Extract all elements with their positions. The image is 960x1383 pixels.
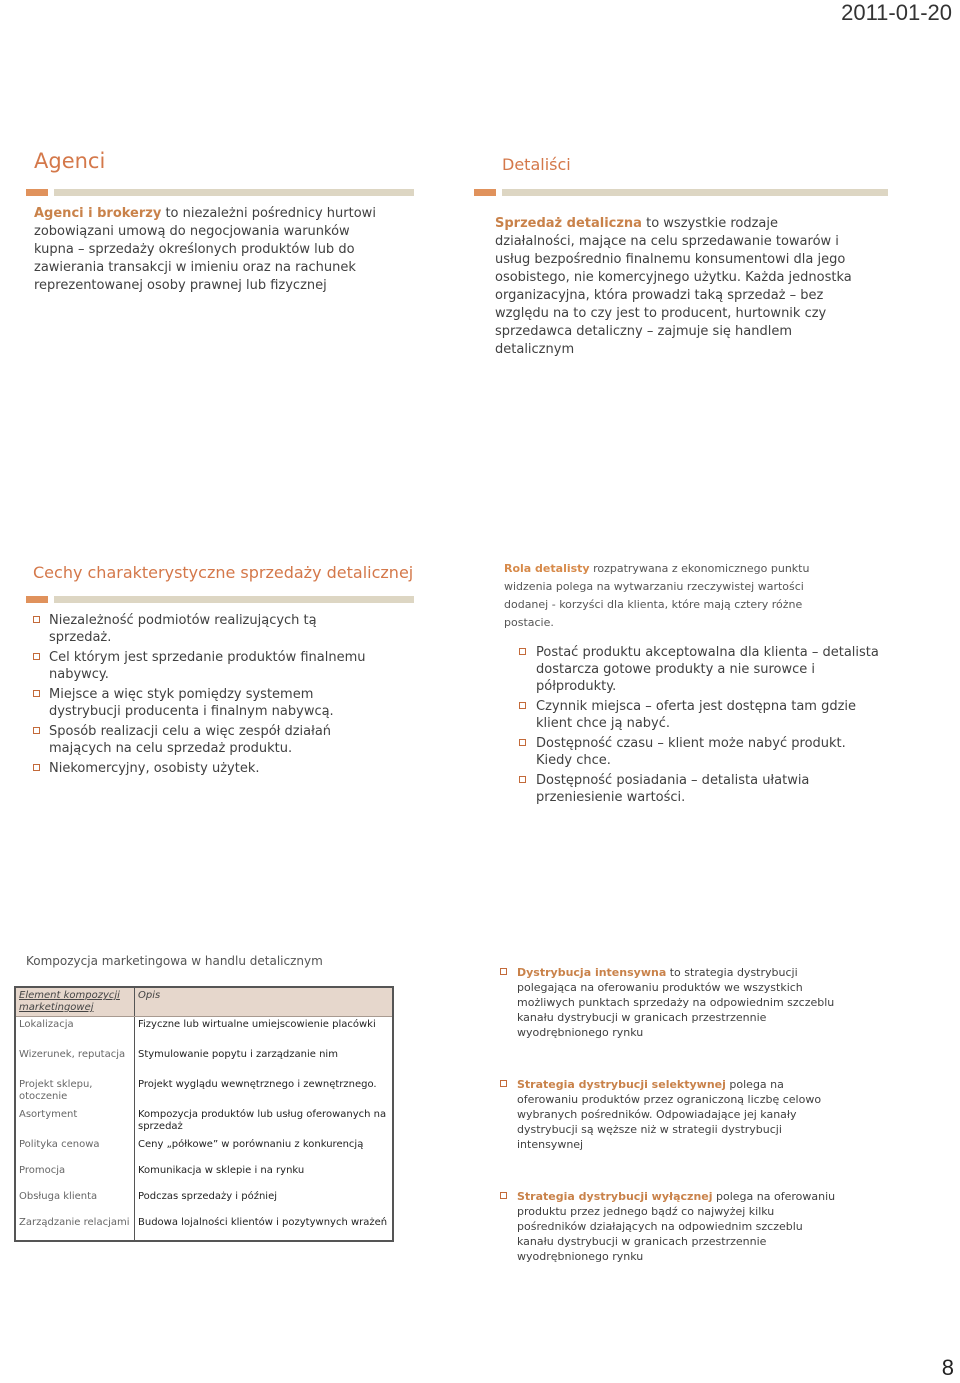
bullet-box-icon [33,727,40,734]
slide-cechy [26,560,446,820]
table-row: Lokalizacja Fizyczne lub wirtualne umiejscowienie placówki [15,1017,393,1047]
bullet-box-icon [33,764,40,771]
list-item: Strategia dystrybucji wyłącznej polega na oferowaniu produktu przez jednego bądź co najwyżej kilku pośredników działających na odpowiednim szczeblu kanału dystrybucji w granicach przestrzennie wyodrębnionego rynku [500,1189,840,1264]
slide-title: Cechy charakterystyczne sprzedaży detalicznej [33,563,414,582]
table-row: Wizerunek, reputacja Stymulowanie popytu i zarządzanie nim [15,1047,393,1077]
slide-agenci [26,145,446,445]
list-item: Niekomercyjny, osobisty użytek. [33,760,378,777]
strategy-list [500,965,840,1264]
document-date: 2011-01-20 [841,0,952,25]
bullet-box-icon [500,1192,507,1199]
table-header: Element kompozycji marketingowej [15,987,135,1017]
list-item: Dostępność posiadania – detalista ułatwia przeniesienie wartości. [519,772,884,806]
body-text: to wszystkie rodzaje działalności, mające na celu sprzedawanie towarów i usług bezpośrednio finalnemu konsumentowi dla jego osobistego, nie komercyjnego użytku. Każda jednostka organizacyjna, która prowadzi taką sprzedaż – bez względu na to czy jest to producent, hurtownik czy sprzedawca detaliczny – zajmuje się handlem detalicznym [495,216,852,357]
slide-title: Kompozycja marketingowa w handlu detalicznym [26,954,323,968]
bullet-box-icon [33,690,40,697]
intro-text: rozpatrywana z ekonomicznego punktu widzenia polega na wytwarzaniu rzeczywistej wartości dodanej - korzyści dla klienta, które mają cztery różne postacie. [504,562,810,629]
table-row: Asortyment Kompozycja produktów lub usług oferowanych na sprzedaż [15,1107,393,1137]
slide-title: Detaliści [502,155,571,174]
slide-intro [504,560,826,632]
table-header: Opis [135,987,394,1017]
feature-list [33,612,378,780]
page-number: 8 [941,1355,954,1380]
term-highlight: Sprzedaż detaliczna [495,216,642,231]
table-row: Projekt sklepu, otoczenie Projekt wyglądu wewnętrznego i zewnętrznego. [15,1077,393,1107]
bullet-box-icon [500,1080,507,1087]
bullet-box-icon [519,739,526,746]
body-text: to niezależni pośrednicy hurtowi zobowiązani umową do negocjowania warunków kupna – sprzedaży określonych produktów lub do zawierania transakcji w imieniu oraz na rachunek reprezentowanej osoby prawnej lub fizycznej [34,206,376,293]
list-item: Czynnik miejsca – oferta jest dostępna tam gdzie klient chce ją nabyć. [519,698,884,732]
table-header-row [15,987,393,1017]
table-row: Zarządzanie relacjami Budowa lojalności klientów i pozytywnych wrażeń [15,1215,393,1241]
slide-body [34,205,384,295]
bullet-box-icon [519,776,526,783]
list-item: Sposób realizacji celu a więc zespół działań mających na celu sprzedaż produktu. [33,723,378,757]
list-item: Dystrybucja intensywna to strategia dystrybucji polegająca na oferowaniu produktów we wszystkich możliwych punktach sprzedaży na odpowiednim szczeblu kanału dystrybucji w granicach przestrzennie wyodrębnionego rynku [500,965,840,1040]
value-list [519,644,884,809]
slide-rola-detalisty [474,560,894,820]
bullet-box-icon [33,653,40,660]
slide-kompozycja [14,950,454,1260]
term-highlight: Agenci i brokerzy [34,206,162,221]
bullet-box-icon [519,648,526,655]
list-item: Niezależność podmiotów realizujących tą sprzedaż. [33,612,378,646]
slide-detalisci [474,145,894,445]
title-rule [26,596,414,603]
title-rule [474,189,888,196]
slide-title: Agenci [34,149,106,173]
bullet-box-icon [500,968,507,975]
list-item: Miejsce a więc styk pomiędzy systemem dystrybucji producenta i finalnym nabywcą. [33,686,378,720]
list-item: Strategia dystrybucji selektywnej polega na oferowaniu produktów przez ograniczoną liczbę celowo wybranych pośredników. Odpowiadające jej kanały dystrybucji są węższe niż w strategii dystrybucji intensywnej [500,1077,840,1152]
table-row: Obsługa klienta Podczas sprzedaży i później [15,1189,393,1215]
list-item: Cel którym jest sprzedanie produktów finalnemu nabywcy. [33,649,378,683]
list-item: Dostępność czasu – klient może nabyć produkt. Kiedy chce. [519,735,884,769]
bullet-box-icon [33,616,40,623]
title-rule [26,189,414,196]
table-row: Polityka cenowa Ceny „półkowe” w porównaniu z konkurencją [15,1137,393,1163]
term-highlight: Rola detalisty [504,562,590,575]
marketing-mix-table [14,986,394,1242]
bullet-box-icon [519,702,526,709]
slide-body [495,215,857,359]
list-item: Postać produktu akceptowalna dla klienta – detalista dostarcza gotowe produkty a nie surowce i półprodukty. [519,644,884,695]
table-row: Promocja Komunikacja w sklepie i na rynku [15,1163,393,1189]
slide-strategie-dystrybucji [500,965,900,1263]
